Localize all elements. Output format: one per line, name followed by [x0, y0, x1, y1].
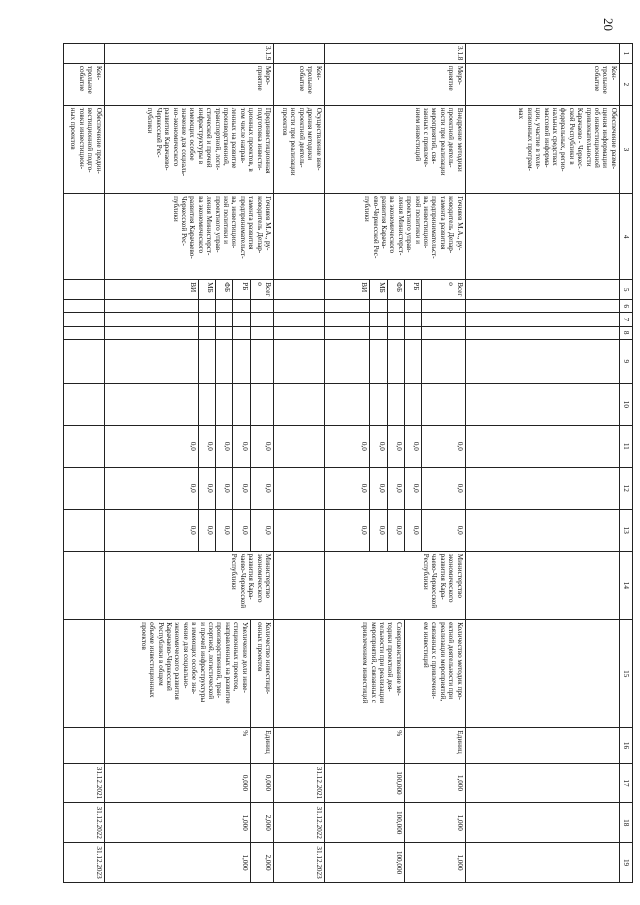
rotated-table-container	[63, 43, 633, 883]
col-header: 11	[619, 425, 632, 467]
row-number: 3.1.9	[104, 44, 273, 64]
control-date: 31.12.2023	[64, 843, 105, 883]
col-header: 18	[619, 803, 632, 843]
indicator-name: Количество инвестици- онных проектов	[250, 620, 273, 728]
indicator-value: 100,000	[324, 803, 404, 843]
col-header: 16	[619, 728, 632, 763]
funding-source: ВИ	[324, 280, 370, 300]
indicator-value: 0,000	[104, 763, 250, 803]
indicator-unit: Единиц	[404, 728, 465, 763]
funding-source: РБ	[404, 280, 421, 300]
value-cell: 0,0	[370, 509, 387, 551]
col-header: 19	[619, 843, 632, 883]
indicator-value: 100,000	[324, 763, 404, 803]
indicator-name: Количество методик про- ектной деятельности при реализации мероприятий, связанных с привлечени- ем инвестиций	[404, 620, 465, 728]
page-number: 20	[601, 18, 616, 31]
header-row	[619, 44, 632, 883]
indicator-value: 100,000	[324, 843, 404, 883]
value-cell: 0,0	[422, 425, 466, 467]
col-header: 6	[619, 300, 632, 313]
indicator-value: 1,000	[404, 803, 465, 843]
value-cell: 0,0	[250, 509, 273, 551]
col-header: 17	[619, 763, 632, 803]
control-date: 31.12.2022	[64, 803, 105, 843]
control-date: 31.12.2021	[64, 763, 105, 803]
row-type: Кон- трольное событие	[465, 63, 619, 105]
indicator-unit: %	[104, 728, 250, 763]
indicator-unit: Единиц	[250, 728, 273, 763]
value-cell: 0,0	[233, 425, 250, 467]
value-cell: 0,0	[216, 509, 233, 551]
value-cell: 0,0	[199, 467, 216, 509]
row-type: Кон- трольное событие	[274, 63, 325, 105]
value-cell: 0,0	[387, 467, 404, 509]
ministry-cell: Министерство экономического развития Кара- чаево-Черкесской Республики	[104, 551, 273, 619]
col-header: 5	[619, 280, 632, 300]
value-cell: 0,0	[104, 425, 198, 467]
value-cell: 0,0	[250, 467, 273, 509]
indicator-value: 1,000	[404, 763, 465, 803]
value-cell: 0,0	[370, 425, 387, 467]
funding-source: Всего	[250, 280, 273, 300]
control-date: 31.12.2023	[274, 843, 325, 883]
row-description: Осуществление вне- дрения методики проектной деятель- ности при реализации проектов	[274, 105, 325, 193]
value-cell: 0,0	[104, 509, 198, 551]
value-cell: 0,0	[199, 509, 216, 551]
value-cell: 0,0	[216, 425, 233, 467]
col-header: 13	[619, 509, 632, 551]
control-event-row	[64, 44, 105, 883]
indicator-value: 0,000	[250, 763, 273, 803]
control-event-row	[274, 44, 325, 883]
col-header: 9	[619, 339, 632, 383]
indicator-value: 1,000	[404, 843, 465, 883]
value-cell: 0,0	[199, 425, 216, 467]
value-cell: 0,0	[104, 467, 198, 509]
col-header: 14	[619, 551, 632, 619]
value-cell: 0,0	[250, 425, 273, 467]
value-cell: 0,0	[387, 425, 404, 467]
row-type: Меро- приятие	[104, 63, 273, 105]
row-description: Обеспечение предин- вестиционной подго- товки инвестицион- ных проектов	[64, 105, 105, 193]
col-header: 10	[619, 383, 632, 425]
ministry-cell: Министерство экономического развития Кара- чаево-Черкесской Республики	[324, 551, 465, 619]
value-cell: 0,0	[233, 509, 250, 551]
funding-source: РБ	[233, 280, 250, 300]
control-event-row	[465, 44, 619, 883]
responsible-person: Гочияев М.А., ру- ководитель Депар- тамента развития предпринимательст- ва, инвестицион- ной политики и проектного управ- ления Министерст- ва экономического развития Карача- ево-Черкесской Рес- публики	[324, 194, 465, 280]
value-cell: 0,0	[404, 425, 421, 467]
indicator-value: 2,000	[250, 803, 273, 843]
funding-source: ФБ	[216, 280, 233, 300]
control-date: 31.12.2022	[274, 803, 325, 843]
funding-source: МБ	[370, 280, 387, 300]
col-header: 7	[619, 313, 632, 326]
indicator-name: Увеличение доли инве- стиционных проектов, направленных на развитие производственной, тран- спортной, логистической и прочей инфраструктуры в имеющих особое зна- чение для социально- экономического развития Карачаево-Черкесской Республики в общем объеме инвестиционных проектов	[104, 620, 250, 728]
responsible-person: Гочияев М.А., ру- ководитель Депар- тамента развития предпринимательст- ва, инвестицион- ной политики и проектного управ- ления Министерст- ва экономического развития Карачаево- Черкесской Рес- публики	[104, 194, 273, 280]
value-cell: 0,0	[216, 467, 233, 509]
indicator-value: 1,000	[104, 803, 250, 843]
value-cell: 0,0	[422, 467, 466, 509]
funding-source: ФБ	[387, 280, 404, 300]
indicator-value: 1,000	[104, 843, 250, 883]
control-date: 31.12.2021	[274, 763, 325, 803]
funding-source: Всего	[422, 280, 466, 300]
indicator-unit: %	[324, 728, 404, 763]
activity-row	[422, 44, 466, 883]
program-table	[63, 43, 633, 883]
row-type: Кон- трольное событие	[64, 63, 105, 105]
row-description: Внедрение методики проектной деятель- ности при реализации мероприятий, свя- занных с привлече- нием инвестиций	[324, 105, 465, 193]
col-header: 1	[619, 44, 632, 64]
funding-source: ВИ	[104, 280, 198, 300]
value-cell: 0,0	[404, 509, 421, 551]
value-cell: 0,0	[324, 425, 370, 467]
value-cell: 0,0	[387, 509, 404, 551]
col-header: 3	[619, 105, 632, 193]
col-header: 8	[619, 326, 632, 339]
funding-source: МБ	[199, 280, 216, 300]
value-cell: 0,0	[324, 509, 370, 551]
indicator-name: Совершенствование ме- тодики проектной дея- тельности при реализации мероприятий, связанных с привлечением инвестиций	[324, 620, 404, 728]
value-cell: 0,0	[324, 467, 370, 509]
col-header: 12	[619, 467, 632, 509]
row-type: Меро- приятие	[324, 63, 465, 105]
row-description: Обеспечение разме- щения информации об инвестиционной привлекательности Карачаево - Черкес- ской Республики в федеральных, регио- нальных средствах массовой информа- ции, участие в теле- визионных програм- мах	[465, 105, 619, 193]
col-header: 4	[619, 194, 632, 280]
row-number: 3.1.8	[324, 44, 465, 64]
value-cell: 0,0	[370, 467, 387, 509]
col-header: 2	[619, 63, 632, 105]
indicator-value: 2,000	[250, 843, 273, 883]
value-cell: 0,0	[233, 467, 250, 509]
row-description: Прединвестиционная подготовка инвести- ционных проектов, в том числе направ- ленных на развитие производственной, транспортной, логи- стической и прочей инфраструктуры в имеющих особое значение для социаль- но-экономического развития Карачаево- Черкесской Рес- публики	[104, 105, 273, 193]
value-cell: 0,0	[422, 509, 466, 551]
activity-row	[250, 44, 273, 883]
value-cell: 0,0	[404, 467, 421, 509]
col-header: 15	[619, 620, 632, 728]
